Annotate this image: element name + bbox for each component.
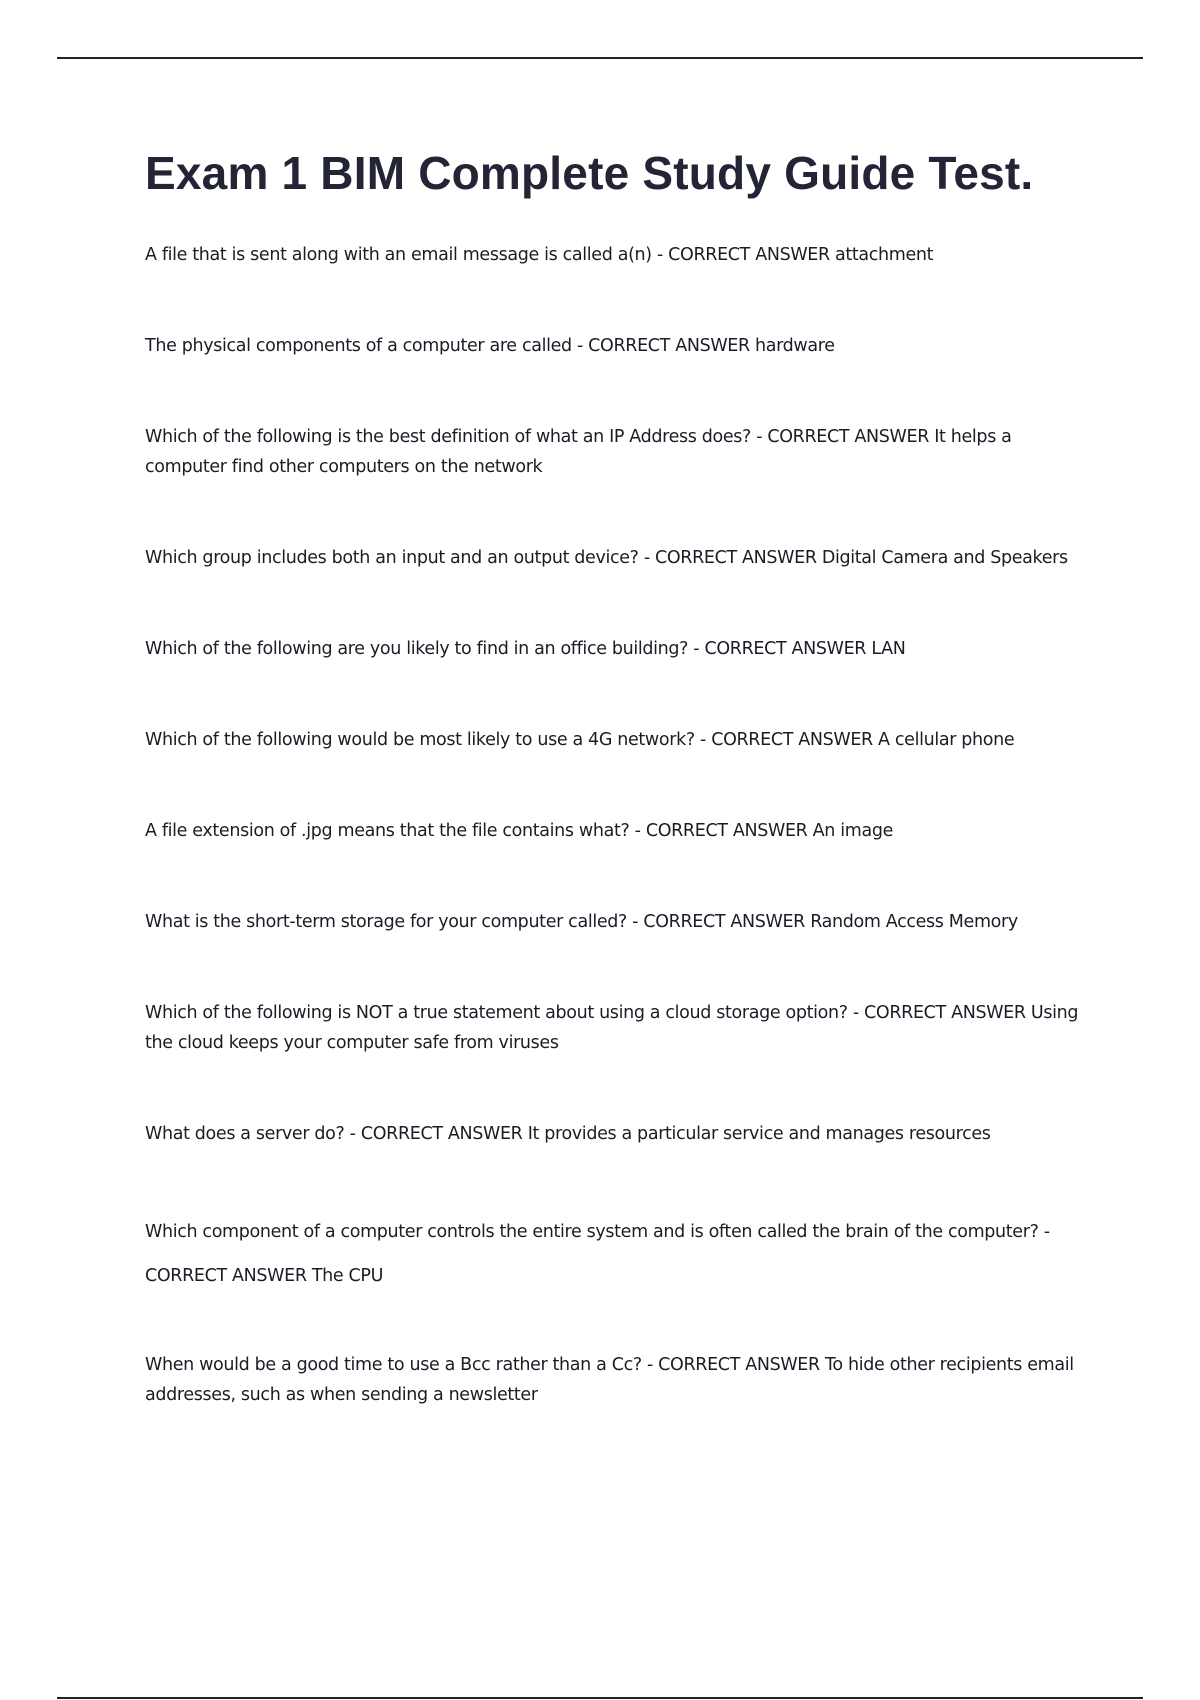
qa-list: [145, 240, 1085, 1471]
qa-item-5: Which of the following are you likely to find in an office building? - CORRECT ANSWER LAN: [145, 639, 906, 659]
qa-item-4: Which group includes both an input and an output device? - CORRECT ANSWER Digital Camera and Speakers: [145, 548, 1068, 568]
qa-item-9: Which of the following is NOT a true statement about using a cloud storage option? - CORRECT ANSWER Using the cloud keeps your computer safe from viruses: [145, 1003, 1079, 1053]
qa-item-12: When would be a good time to use a Bcc rather than a Cc? - CORRECT ANSWER To hide other recipients email addresses, such as when sending a newsletter: [145, 1355, 1074, 1405]
qa-item-8: What is the short-term storage for your computer called? - CORRECT ANSWER Random Access Memory: [145, 912, 1018, 932]
qa-item-3: Which of the following is the best definition of what an IP Address does? - CORRECT ANSWER It helps a computer find other computers on the network: [145, 427, 1012, 477]
qa-item-1: A file that is sent along with an email message is called a(n) - CORRECT ANSWER attachment: [145, 245, 934, 265]
qa-item-11: Which component of a computer controls the entire system and is often called the brain of the computer? - CORRECT ANSWER The CPU: [145, 1222, 1050, 1286]
qa-item-6: Which of the following would be most likely to use a 4G network? - CORRECT ANSWER A cellular phone: [145, 730, 1015, 750]
qa-item-7: A file extension of .jpg means that the file contains what? - CORRECT ANSWER An image: [145, 821, 894, 841]
qa-item-10: What does a server do? - CORRECT ANSWER It provides a particular service and manages resources: [145, 1124, 991, 1144]
page-title: Exam 1 BIM Complete Study Guide Test.: [145, 147, 1034, 199]
bottom-rule: [57, 1697, 1143, 1699]
top-rule: [57, 57, 1143, 59]
qa-item-2: The physical components of a computer are called - CORRECT ANSWER hardware: [145, 336, 835, 356]
